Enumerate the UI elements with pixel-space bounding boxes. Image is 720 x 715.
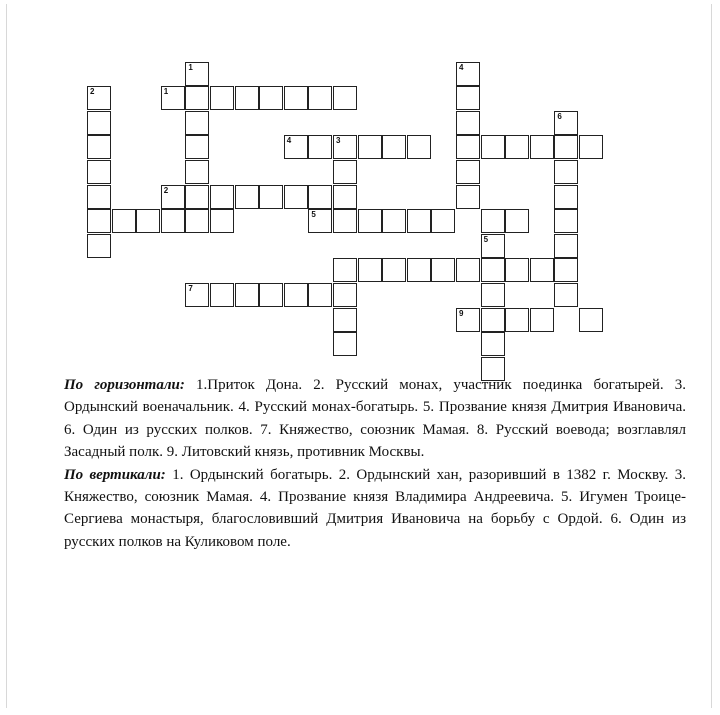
crossword-cell[interactable] bbox=[481, 234, 505, 258]
crossword-cell[interactable] bbox=[185, 62, 209, 86]
crossword-cell[interactable] bbox=[333, 283, 357, 307]
crossword-cell[interactable] bbox=[308, 135, 332, 159]
crossword-cell[interactable] bbox=[185, 209, 209, 233]
crossword-cell[interactable] bbox=[185, 86, 209, 110]
across-heading: По горизонтали: bbox=[64, 377, 185, 393]
crossword-cell[interactable] bbox=[431, 209, 455, 233]
clue-number: 9 bbox=[459, 308, 464, 318]
crossword-cell[interactable] bbox=[530, 308, 554, 332]
crossword-cell[interactable] bbox=[481, 308, 505, 332]
clues-section bbox=[64, 374, 686, 553]
crossword-cell[interactable] bbox=[136, 209, 160, 233]
clue-number: 4 bbox=[459, 62, 464, 72]
clue-number: 3 bbox=[336, 136, 341, 146]
crossword-cell[interactable] bbox=[554, 283, 578, 307]
crossword-cell[interactable] bbox=[259, 283, 283, 307]
crossword-cell[interactable] bbox=[456, 135, 480, 159]
crossword-cell[interactable] bbox=[554, 185, 578, 209]
crossword-cell[interactable] bbox=[161, 86, 185, 110]
crossword-cell[interactable] bbox=[382, 209, 406, 233]
crossword-cell[interactable] bbox=[530, 258, 554, 282]
crossword-cell[interactable] bbox=[456, 185, 480, 209]
crossword-cell[interactable] bbox=[161, 209, 185, 233]
crossword-cell[interactable] bbox=[554, 258, 578, 282]
crossword-cell[interactable] bbox=[185, 111, 209, 135]
crossword-cell[interactable] bbox=[210, 86, 234, 110]
crossword-cell[interactable] bbox=[579, 308, 603, 332]
crossword-cell[interactable] bbox=[554, 209, 578, 233]
crossword-grid bbox=[0, 0, 720, 340]
crossword-cell[interactable] bbox=[481, 258, 505, 282]
crossword-cell[interactable] bbox=[259, 86, 283, 110]
crossword-cell[interactable] bbox=[505, 258, 529, 282]
crossword-cell[interactable] bbox=[358, 135, 382, 159]
crossword-cell[interactable] bbox=[456, 111, 480, 135]
crossword-cell[interactable] bbox=[87, 234, 111, 258]
crossword-cell[interactable] bbox=[284, 185, 308, 209]
crossword-cell[interactable] bbox=[456, 308, 480, 332]
across-clues bbox=[64, 374, 686, 464]
crossword-cell[interactable] bbox=[407, 258, 431, 282]
crossword-cell[interactable] bbox=[456, 160, 480, 184]
crossword-cell[interactable] bbox=[210, 185, 234, 209]
crossword-cell[interactable] bbox=[185, 160, 209, 184]
crossword-cell[interactable] bbox=[308, 86, 332, 110]
crossword-cell[interactable] bbox=[382, 258, 406, 282]
down-clues-text: 1. Ордынский богатырь. 2. Ордынский хан, разоривший в 1382 г. Москву. 3. Княжество, союзник Мамая. 4. Прозвание князя Владимира Андреевича. 5. Игумен Троице-Сергиева монастыря, благословивший Дмитрия Ивановича на борьбу с Ордой. 6. Один из русских полков на Куликовом поле. bbox=[64, 466, 686, 550]
crossword-cell[interactable] bbox=[284, 283, 308, 307]
crossword-cell[interactable] bbox=[481, 332, 505, 356]
down-heading: По вертикали: bbox=[64, 466, 166, 483]
crossword-cell[interactable] bbox=[87, 160, 111, 184]
crossword-cell[interactable] bbox=[235, 185, 259, 209]
crossword-cell[interactable] bbox=[161, 185, 185, 209]
crossword-cell[interactable] bbox=[308, 283, 332, 307]
crossword-cell[interactable] bbox=[235, 86, 259, 110]
clue-number: 4 bbox=[286, 136, 292, 146]
crossword-cell[interactable] bbox=[456, 86, 480, 110]
crossword-cell[interactable] bbox=[530, 135, 554, 159]
crossword-cell[interactable] bbox=[481, 283, 505, 307]
clue-number: 2 bbox=[90, 87, 95, 97]
crossword-cell[interactable] bbox=[579, 135, 603, 159]
crossword-cell[interactable] bbox=[407, 209, 431, 233]
crossword-cell[interactable] bbox=[185, 135, 209, 159]
crossword-cell[interactable] bbox=[505, 308, 529, 332]
crossword-cell[interactable] bbox=[87, 86, 111, 110]
crossword-cell[interactable] bbox=[456, 62, 480, 86]
crossword-cell[interactable] bbox=[185, 283, 209, 307]
crossword-cell[interactable] bbox=[333, 185, 357, 209]
crossword-cell[interactable] bbox=[333, 160, 357, 184]
crossword-cell[interactable] bbox=[333, 332, 357, 356]
crossword-cell[interactable] bbox=[284, 86, 308, 110]
crossword-cell[interactable] bbox=[87, 111, 111, 135]
crossword-cell[interactable] bbox=[456, 258, 480, 282]
clue-number: 7 bbox=[188, 284, 193, 293]
crossword-cell[interactable] bbox=[112, 209, 136, 233]
crossword-cell[interactable] bbox=[333, 308, 357, 332]
clue-number: 2 bbox=[163, 185, 169, 195]
crossword-cell[interactable] bbox=[284, 135, 308, 159]
crossword-cell[interactable] bbox=[505, 209, 529, 233]
crossword-cell[interactable] bbox=[481, 135, 505, 159]
crossword-cell[interactable] bbox=[358, 209, 382, 233]
clue-number: 6 bbox=[557, 111, 562, 121]
clue-number: 5 bbox=[311, 210, 316, 220]
across-clues-text: 1.Приток Дона. 2. Русский монах, участник поединка богатырей. 3. Ордынский военачальник. 4. Русский монах-богатырь. 5. Прозвание князя Дмитрия Ивановича. 6. Один из русских полков. 7. Княжество, союзник Мамая. 8. Русский воевода; возглавлял Засадный полк. 9. Литовский князь, противник Москвы. bbox=[64, 377, 687, 461]
crossword-cell[interactable] bbox=[554, 111, 578, 135]
crossword-cell[interactable] bbox=[185, 185, 209, 209]
crossword-cell[interactable] bbox=[382, 135, 406, 159]
crossword-cell[interactable] bbox=[333, 135, 357, 159]
crossword-cell[interactable] bbox=[554, 160, 578, 184]
crossword-cell[interactable] bbox=[210, 283, 234, 307]
crossword-cell[interactable] bbox=[333, 86, 357, 110]
crossword-cell[interactable] bbox=[87, 209, 111, 233]
crossword-cell[interactable] bbox=[308, 185, 332, 209]
crossword-cell[interactable] bbox=[431, 258, 455, 282]
crossword-cell[interactable] bbox=[259, 185, 283, 209]
clue-number: 1 bbox=[163, 87, 169, 97]
clue-number: 1 bbox=[188, 62, 193, 72]
crossword-cell[interactable] bbox=[407, 135, 431, 159]
crossword-cell[interactable] bbox=[358, 258, 382, 282]
crossword-cell[interactable] bbox=[308, 209, 332, 233]
crossword-cell[interactable] bbox=[87, 185, 111, 209]
crossword-cell[interactable] bbox=[481, 209, 505, 233]
crossword-cell[interactable] bbox=[87, 135, 111, 159]
crossword-cell[interactable] bbox=[210, 209, 234, 233]
crossword-cell[interactable] bbox=[235, 283, 259, 307]
crossword-cell[interactable] bbox=[505, 135, 529, 159]
down-clues bbox=[64, 464, 686, 554]
crossword-cell[interactable] bbox=[333, 209, 357, 233]
crossword-cell[interactable] bbox=[554, 234, 578, 258]
clue-number: 5 bbox=[483, 234, 489, 244]
crossword-cell[interactable] bbox=[554, 135, 578, 159]
crossword-cell[interactable] bbox=[333, 258, 357, 282]
